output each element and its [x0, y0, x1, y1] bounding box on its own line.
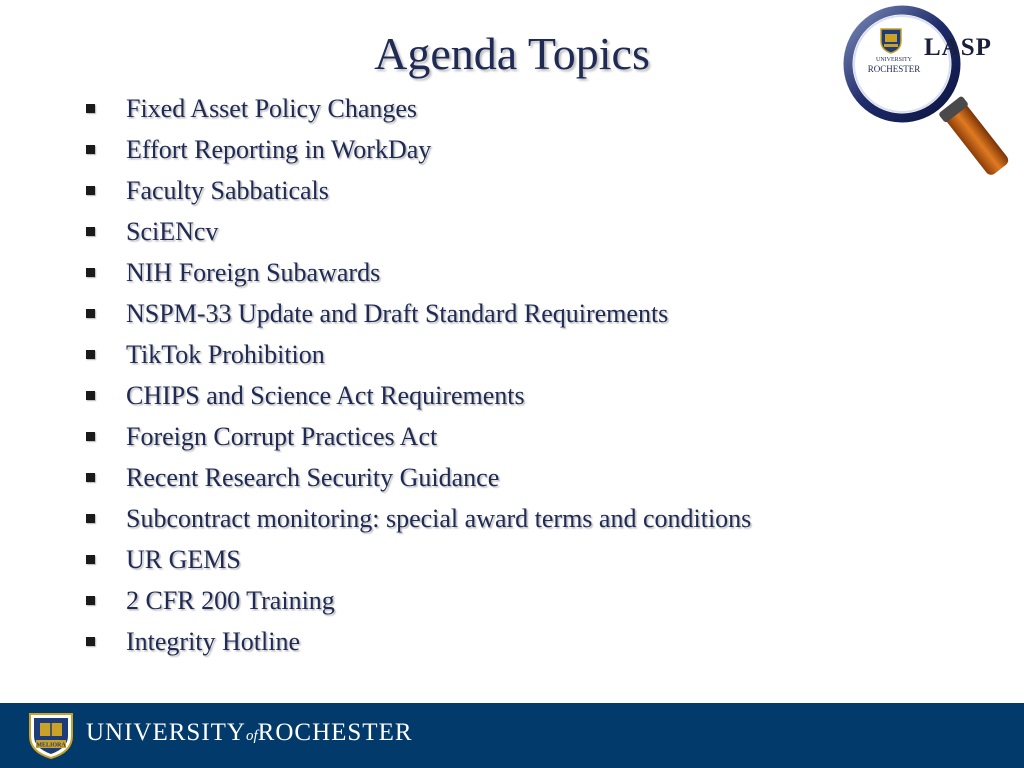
list-item: [86, 416, 751, 457]
university-shield-icon: [28, 712, 74, 760]
square-bullet-icon: [86, 104, 95, 113]
agenda-item-text: TikTok Prohibition: [126, 339, 325, 369]
agenda-item-text: Subcontract monitoring: special award terms and conditions: [126, 503, 752, 533]
footer-rochester-word: ROCHESTER: [257, 719, 413, 746]
square-bullet-icon: [86, 596, 95, 605]
agenda-list: [86, 88, 751, 662]
agenda-item-text: Fixed Asset Policy Changes: [126, 93, 418, 123]
square-bullet-icon: [86, 391, 95, 400]
square-bullet-icon: [86, 637, 95, 646]
footer-of-word: of: [246, 728, 258, 744]
footer-bar: [0, 703, 1024, 768]
agenda-item-text: Integrity Hotline: [126, 626, 301, 656]
list-item: [86, 88, 751, 129]
square-bullet-icon: [86, 227, 95, 236]
list-item: [86, 252, 751, 293]
square-bullet-icon: [86, 432, 95, 441]
list-item: [86, 375, 751, 416]
agenda-item-text: NIH Foreign Subawards: [126, 257, 381, 287]
agenda-item-text: 2 CFR 200 Training: [126, 585, 335, 615]
square-bullet-icon: [86, 514, 95, 523]
square-bullet-icon: [86, 309, 95, 318]
list-item: [86, 129, 751, 170]
lasp-logo-text: LASP: [924, 34, 992, 61]
list-item: [86, 580, 751, 621]
university-shield-icon: [880, 28, 902, 54]
list-item: [86, 211, 751, 252]
list-item: [86, 293, 751, 334]
lasp-univ-name: ROCHESTER: [867, 64, 921, 74]
lasp-university-wordmark: [866, 56, 922, 74]
list-item: [86, 457, 751, 498]
list-item: [86, 621, 751, 662]
square-bullet-icon: [86, 186, 95, 195]
square-bullet-icon: [86, 555, 95, 564]
agenda-item-text: UR GEMS: [126, 544, 241, 574]
list-item: [86, 539, 751, 580]
square-bullet-icon: [86, 350, 95, 359]
square-bullet-icon: [86, 268, 95, 277]
university-wordmark: [86, 718, 413, 751]
footer-university-word: UNIVERSITY: [86, 719, 246, 746]
magnifying-glass-icon: [840, 2, 1010, 177]
agenda-item-text: NSPM-33 Update and Draft Standard Requirements: [126, 298, 669, 328]
agenda-item-text: CHIPS and Science Act Requirements: [126, 380, 525, 410]
square-bullet-icon: [86, 145, 95, 154]
shield-motto: MELIORA: [36, 742, 66, 749]
list-item: [86, 170, 751, 211]
agenda-item-text: Recent Research Security Guidance: [126, 462, 500, 492]
slide-title: Agenda Topics: [374, 28, 650, 79]
lasp-univ-small: UNIVERSITY: [876, 57, 912, 63]
agenda-item-text: SciENcv: [126, 216, 219, 246]
list-item: [86, 498, 751, 539]
square-bullet-icon: [86, 473, 95, 482]
agenda-item-text: Effort Reporting in WorkDay: [126, 134, 432, 164]
agenda-item-text: Foreign Corrupt Practices Act: [126, 421, 438, 451]
list-item: [86, 334, 751, 375]
agenda-item-text: Faculty Sabbaticals: [126, 175, 329, 205]
